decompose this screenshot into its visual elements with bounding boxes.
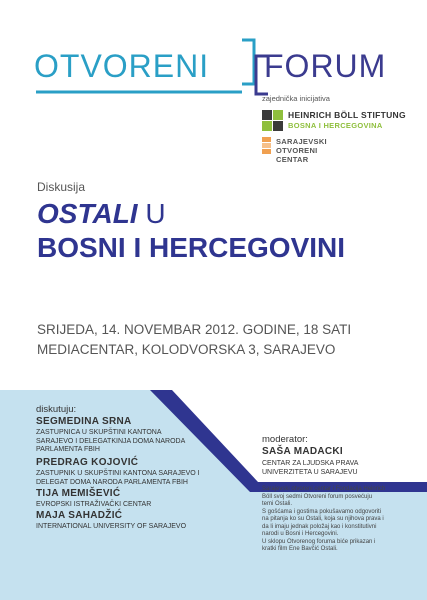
event-venue: MEDIACENTAR, KOLODVORSKA 3, SARAJEVO: [37, 342, 336, 357]
desc-line: S gošćama i gostima pokušavamo odgovoriti: [262, 508, 382, 515]
partners-caption: zajednička inicijativa: [262, 94, 330, 103]
title-rest: U: [145, 198, 166, 229]
title-italic: OSTALI: [37, 198, 138, 229]
desc-line: kratki film Ene Bavčić Ostali.: [262, 546, 338, 552]
hbs-region: BOSNA I HERCEGOVINA: [288, 121, 383, 130]
moderator-label: moderator:: [262, 434, 308, 445]
hbs-logo-icon: [262, 110, 284, 132]
logo-forum: FORUM: [264, 48, 387, 84]
discussant-role: [36, 523, 186, 532]
role-line: ZASTUPNIK U SKUPŠTINI KANTONA SARAJEVO I: [36, 470, 200, 477]
event-description: [262, 486, 412, 554]
soc-name: [276, 137, 327, 164]
moderator-name: SAŠA MADACKI: [262, 446, 344, 457]
soc-line: CENTAR: [276, 155, 309, 164]
desc-line: temi Ostali.: [262, 501, 293, 507]
role-line: EVROPSKI ISTRAŽIVAČKI CENTAR: [36, 501, 152, 508]
discussant-name: SEGMEDINA SRNA: [36, 416, 132, 427]
event-title-line1: [37, 200, 166, 228]
desc-line: da li imaju jednak položaj kao i konstitutivni: [262, 523, 377, 530]
desc-line: narodi u Bosni i Hercegovini.: [262, 531, 339, 537]
desc-line: na pitanja ko su Ostali, koja su njihova prava i: [262, 516, 384, 522]
discussants-label: diskutuju:: [36, 404, 77, 415]
role-line: SARAJEVO I DELEGATKINJA DOMA NARODA: [36, 437, 186, 445]
logo-underline-icon: [36, 88, 248, 100]
moderator-role: CENTAR ZA LJUDSKA PRAVA: [262, 460, 359, 467]
desc-line: Böll svoj sedmi Otvoreni forum posvećuju: [262, 493, 373, 500]
role-line: INTERNATIONAL UNIVERSITY OF SARAJEVO: [36, 523, 187, 530]
soc-logo-icon: [262, 137, 272, 155]
event-title-line2: BOSNI I HERCEGOVINI: [37, 232, 346, 263]
role-line: DELEGAT DOMA NARODA PARLAMENTA FBIH: [36, 478, 188, 486]
discussant-name: PREDRAG KOJOVIĆ: [36, 457, 139, 468]
desc-line: U sklopu Otvorenog foruma biće prikazan i: [262, 538, 376, 545]
discussant-role: [36, 501, 151, 510]
moderator-role: UNIVERZITETA U SARAJEVU: [262, 469, 358, 476]
hbs-name: HEINRICH BÖLL STIFTUNG: [288, 110, 406, 120]
event-type: Diskusija: [37, 180, 86, 194]
discussant-name: TIJA MEMIŠEVIĆ: [36, 488, 121, 499]
discussant-role: [36, 429, 185, 455]
soc-line: OTVORENI: [276, 146, 318, 155]
event-date: SRIJEDA, 14. NOVEMBAR 2012. GODINE, 18 SATI: [37, 322, 352, 337]
role-line: ZASTUPNICA U SKUPŠTINI KANTONA: [36, 429, 162, 436]
desc-line: Sarajevski otvoreni centar i Fondacija Heinrich: [262, 486, 386, 492]
discussant-role: [36, 470, 200, 487]
soc-line: SARAJEVSKI: [276, 137, 327, 146]
role-line: PARLAMENTA FBIH: [36, 446, 100, 453]
logo-otvoreni: OTVORENI: [34, 48, 210, 84]
discussant-name: MAJA SAHADŽIĆ: [36, 510, 123, 521]
